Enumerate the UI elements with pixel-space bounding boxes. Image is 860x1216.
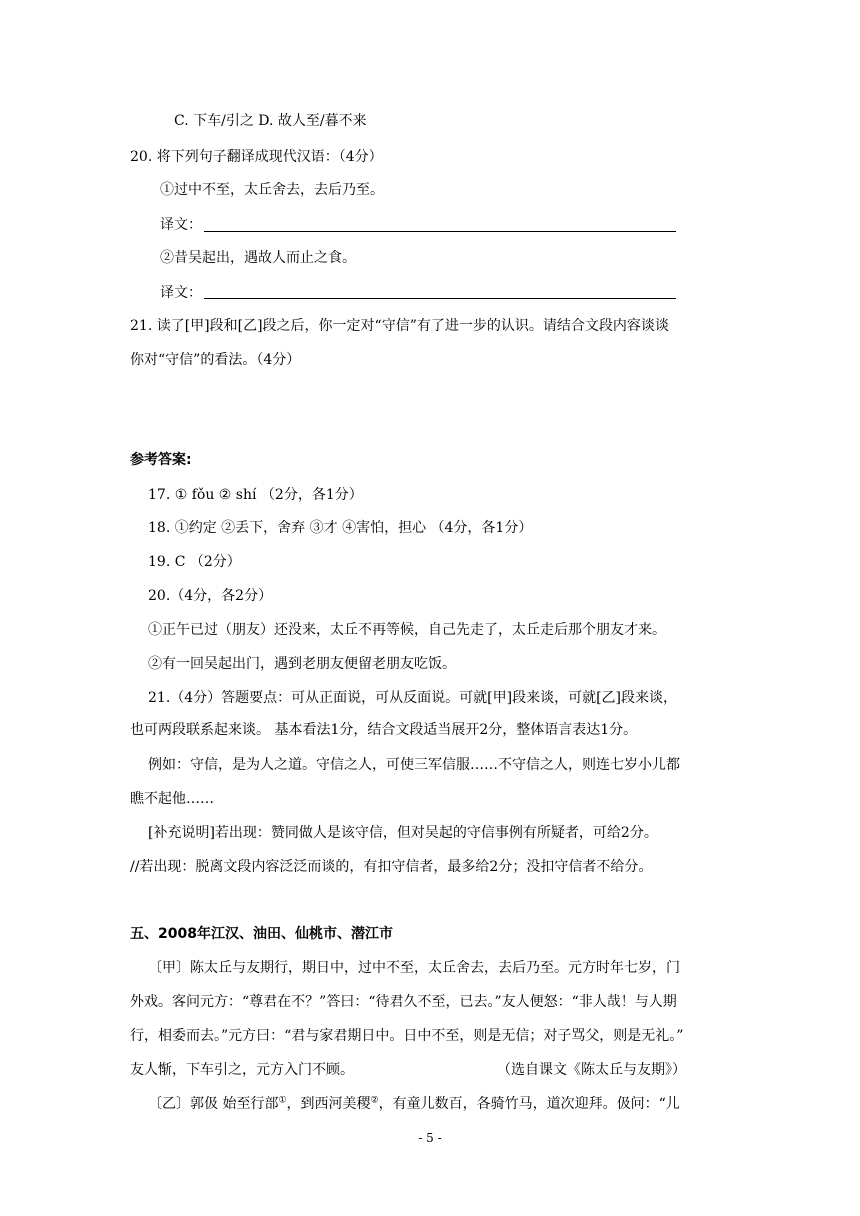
- passage-jia-line-4: 友人惭，下车引之，元方入门不顾。: [130, 1062, 354, 1078]
- q20-translation-label-2: 译文：: [160, 285, 202, 301]
- answer-19: 19. C （2分）: [148, 554, 241, 570]
- page-number: - 5 -: [418, 1131, 442, 1145]
- q20-stem: 20. 将下列句子翻译成现代汉语：（4分）: [130, 149, 383, 165]
- passage-yi-part-a: 〔乙〕郭伋 始至行部: [148, 1096, 279, 1112]
- footnote-marker-1: ①: [278, 1095, 287, 1106]
- q21-line-2: 你对“守信”的看法。（4分）: [130, 352, 301, 368]
- passage-jia-line-1: 〔甲〕陈太丘与友期行，期日中，过中不至，太丘舍去，去后乃至。元方时年七岁，门: [148, 960, 680, 976]
- answer-17: 17. ① fǒu ② shí （2分，各1分）: [148, 487, 363, 503]
- section-5-heading: 五、2008年江汉、油田、仙桃市、潜江市: [130, 926, 393, 942]
- passage-yi-line-1: [148, 1094, 680, 1114]
- answer-20: 20.（4分，各2分）: [148, 588, 273, 604]
- answer-20-2: ②有一回吴起出门，遇到老朋友便留老朋友吃饭。: [148, 656, 456, 672]
- answer-note-line-1: [补充说明]若出现：赞同做人是该守信，但对吴起的守信事例有所疑者，可给2分。: [148, 825, 658, 841]
- q20-translation-label-1: 译文：: [160, 217, 202, 233]
- answers-heading: 参考答案:: [130, 452, 192, 468]
- passage-yi-part-c: ，有童儿数百，各骑竹马，道次迎拜。伋问：“儿: [378, 1096, 680, 1112]
- passage-jia-source: （选自课文《陈太丘与友期》）: [497, 1062, 686, 1078]
- q21-line-1: 21. 读了[甲]段和[乙]段之后，你一定对“守信”有了进一步的认识。请结合文段内容谈谈: [130, 318, 669, 334]
- footnote-marker-2: ②: [370, 1095, 379, 1106]
- q20-answer-line-1[interactable]: [204, 231, 676, 232]
- q20-answer-line-2[interactable]: [204, 298, 676, 299]
- answer-note-line-2: //若出现：脱离文段内容泛泛而谈的，有扣守信者，最多给2分；没扣守信者不给分。: [130, 859, 653, 875]
- answer-example-line-1: 例如：守信，是为人之道。守信之人，可使三军信服……不守信之人，则连七岁小儿都: [148, 757, 680, 773]
- q20-sentence-1: ①过中不至，太丘舍去，去后乃至。: [160, 182, 384, 198]
- answer-18: 18. ①约定 ②丢下，舍弃 ③才 ④害怕，担心 （4分，各1分）: [148, 520, 533, 536]
- answer-21-line-1: 21.（4分）答题要点：可从正面说，可从反面说。可就[甲]段来谈，可就[乙]段来谈，: [148, 690, 678, 706]
- q20-sentence-2: ②昔吴起出，遇故人而止之食。: [160, 250, 356, 266]
- answer-20-1: ①正午已过（朋友）还没来，太丘不再等候，自己先走了，太丘走后那个朋友才来。: [148, 622, 666, 638]
- passage-yi-part-b: ，到西河美稷: [286, 1096, 371, 1112]
- q19-options: C. 下车/引之 D. 故人至/暮不来: [174, 113, 367, 129]
- answer-example-line-2: 瞧不起他……: [130, 791, 214, 807]
- passage-jia-line-3: 行，相委而去。”元方曰：“君与家君期日中。日中不至，则是无信；对子骂父，则是无礼。”: [130, 1028, 684, 1044]
- answer-21-line-2: 也可两段联系起来谈。 基本看法1分，结合文段适当展开2分，整体语言表达1分。: [130, 722, 638, 738]
- passage-jia-line-2: 外戏。客问元方：“尊君在不？”答曰：“待君久不至，已去。”友人便怒：“非人哉！与人期: [130, 994, 677, 1010]
